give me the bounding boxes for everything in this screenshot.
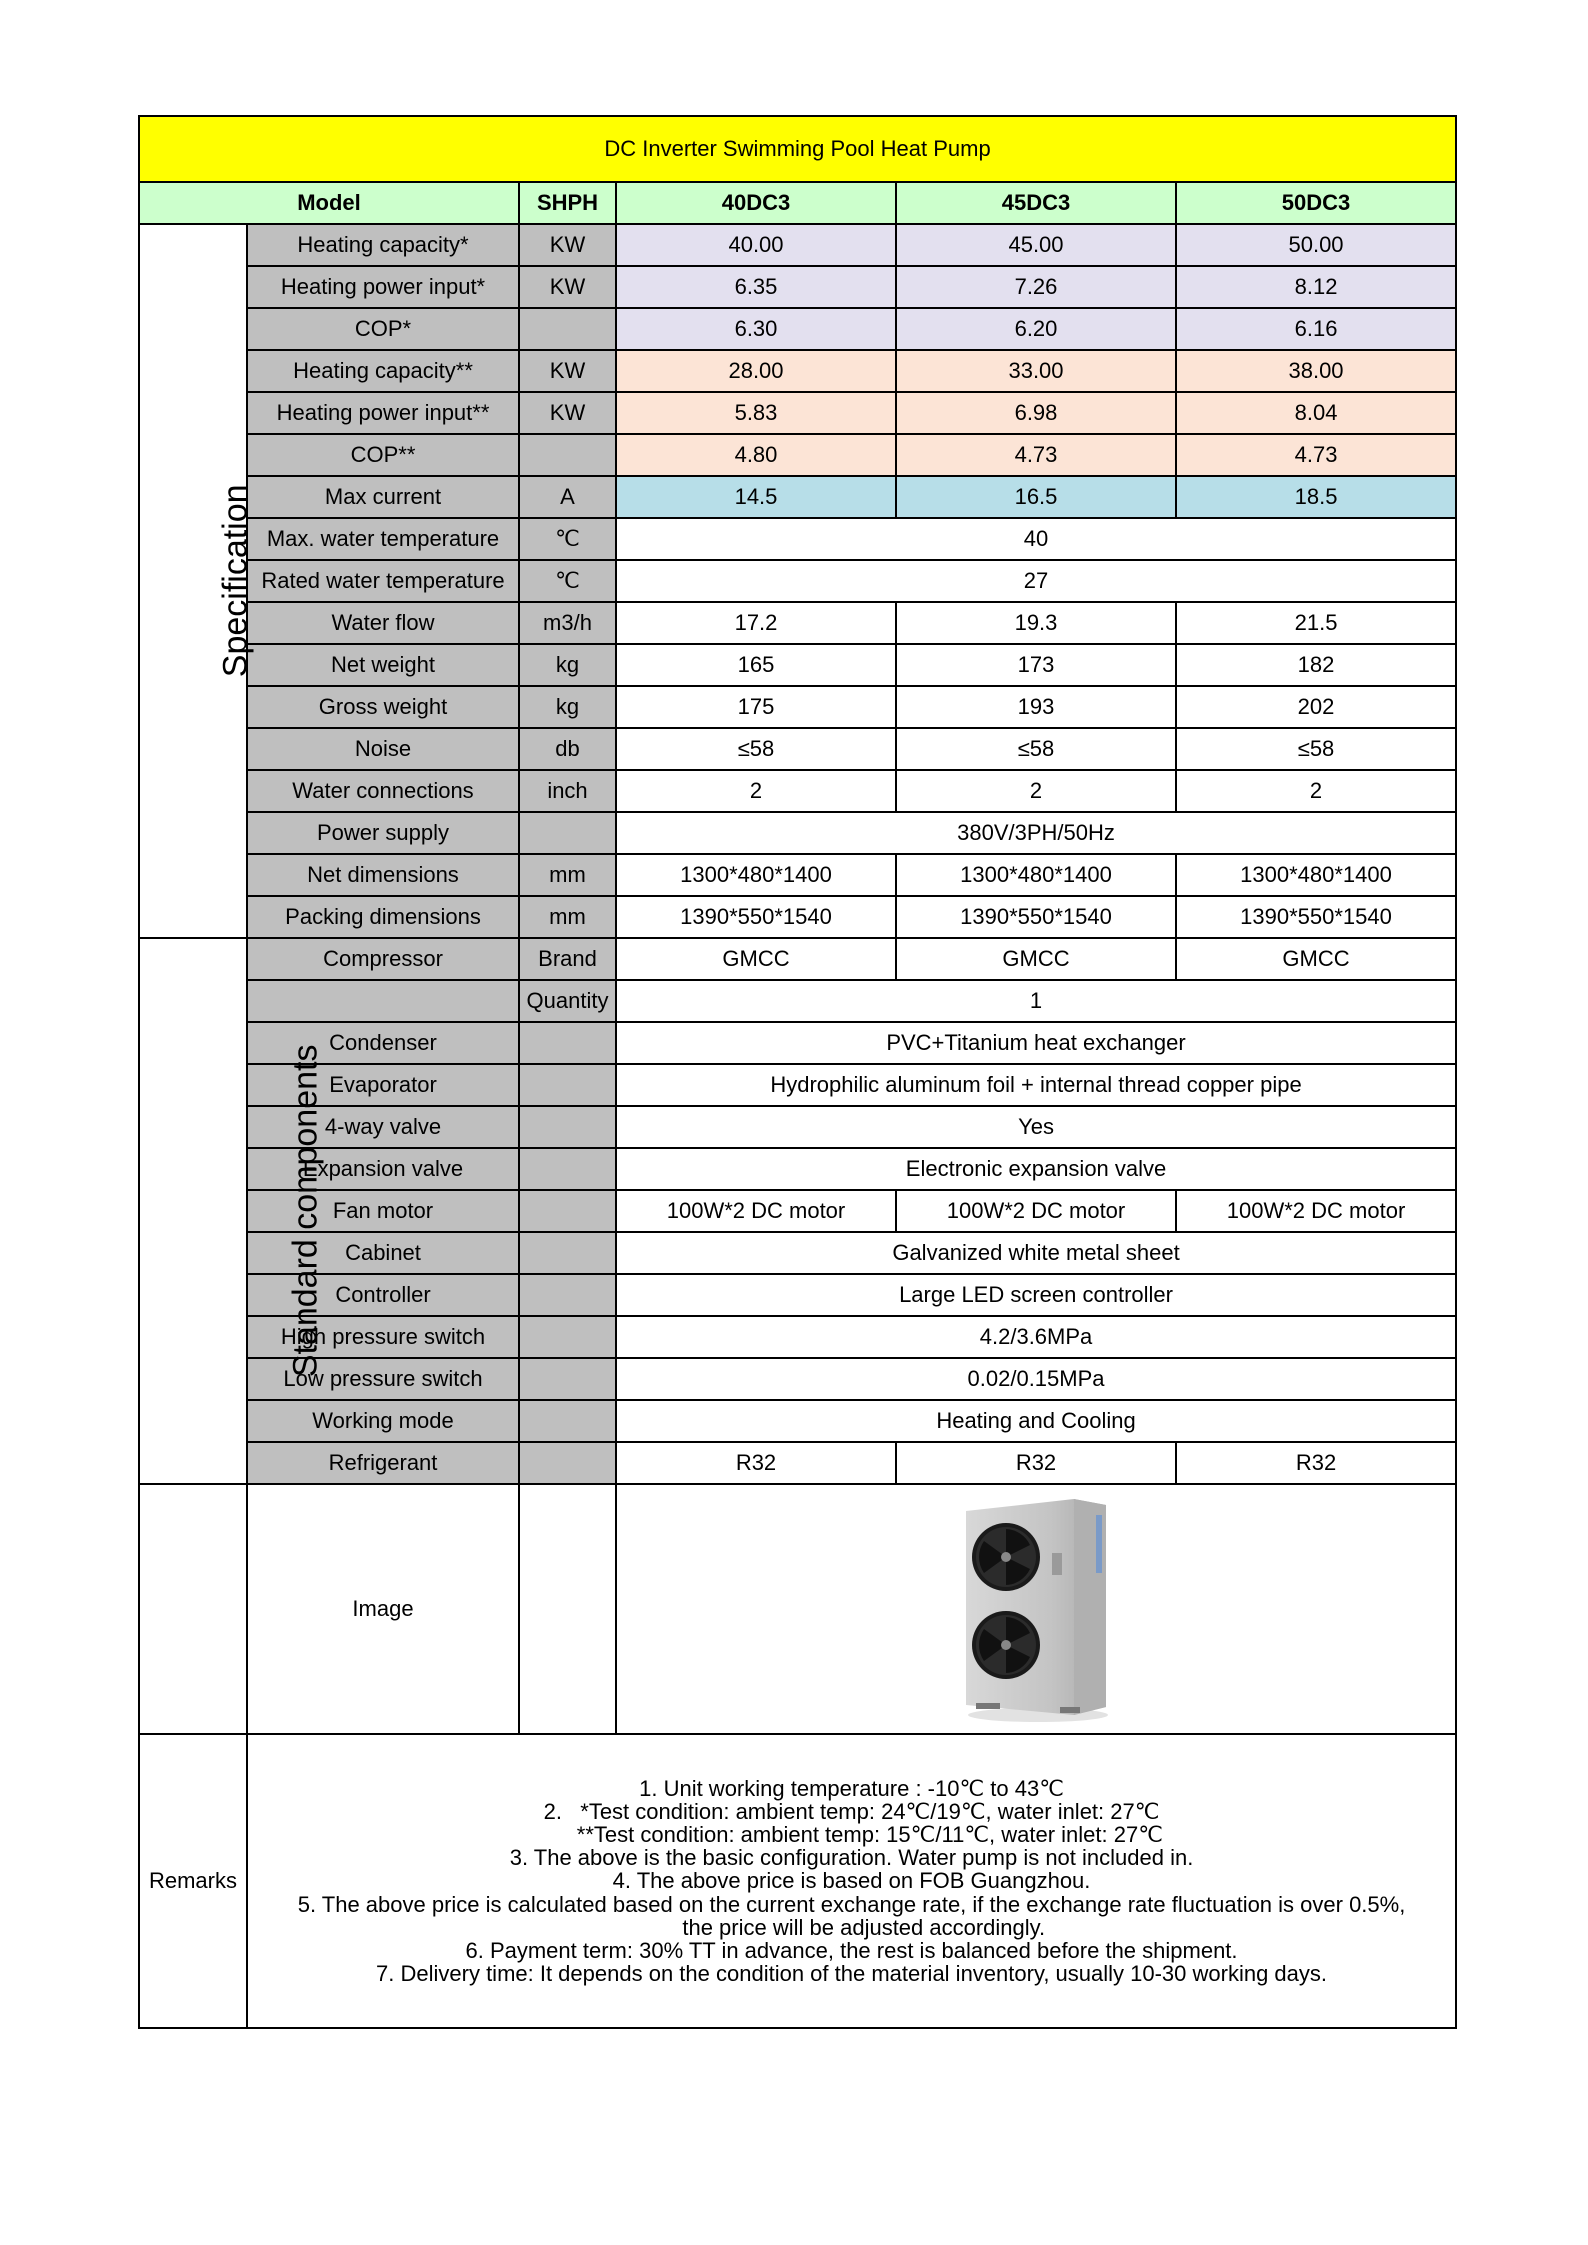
merged-value-cell: PVC+Titanium heat exchanger (616, 1022, 1456, 1064)
table-row (139, 518, 1456, 560)
row-label: Heating capacity** (247, 350, 519, 392)
table-row (139, 1358, 1456, 1400)
row-unit: mm (519, 896, 616, 938)
spec-sheet (138, 115, 1456, 2029)
image-cell (616, 1484, 1456, 1734)
value-cell: 6.20 (896, 308, 1176, 350)
row-label: Working mode (247, 1400, 519, 1442)
merged-value-cell: Heating and Cooling (616, 1400, 1456, 1442)
row-unit: Quantity (519, 980, 616, 1022)
value-cell: 1390*550*1540 (616, 896, 896, 938)
row-label: Water flow (247, 602, 519, 644)
table-row (139, 980, 1456, 1022)
table-row (139, 1022, 1456, 1064)
section-label: Standard components (286, 1044, 325, 1378)
value-cell: 100W*2 DC motor (896, 1190, 1176, 1232)
row-unit (519, 1148, 616, 1190)
row-label: Fan motor (247, 1190, 519, 1232)
row-label: Water connections (247, 770, 519, 812)
value-cell: R32 (896, 1442, 1176, 1484)
row-label: Low pressure switch (247, 1358, 519, 1400)
value-cell: GMCC (896, 938, 1176, 980)
table-row (139, 896, 1456, 938)
remark-line: 1. Unit working temperature : -10℃ to 43℃ (639, 1776, 1064, 1802)
value-cell: 5.83 (616, 392, 896, 434)
table-row (139, 644, 1456, 686)
row-label: 4-way valve (247, 1106, 519, 1148)
value-cell: 45.00 (896, 224, 1176, 266)
row-label: Refrigerant (247, 1442, 519, 1484)
table-row (139, 1400, 1456, 1442)
row-unit: ℃ (519, 560, 616, 602)
table-row (139, 266, 1456, 308)
value-cell: 2 (1176, 770, 1456, 812)
row-label: Heating power input* (247, 266, 519, 308)
value-cell: 4.73 (1176, 434, 1456, 476)
row-label: Noise (247, 728, 519, 770)
value-cell: 6.98 (896, 392, 1176, 434)
value-cell: 8.04 (1176, 392, 1456, 434)
table-row (139, 1232, 1456, 1274)
row-unit (519, 1400, 616, 1442)
remarks-label: Remarks (139, 1734, 247, 2028)
row-label: Packing dimensions (247, 896, 519, 938)
unit-header: SHPH (519, 182, 616, 224)
row-label: Rated water temperature (247, 560, 519, 602)
value-cell: R32 (616, 1442, 896, 1484)
remark-line: 5. The above price is calculated based on the current exchange rate, if the exchange rate fluctuation is over 0.5%, (297, 1891, 1406, 1917)
remark-line: 6. Payment term: 30% TT in advance, the rest is balanced before the shipment. (465, 1937, 1238, 1963)
row-label: COP** (247, 434, 519, 476)
row-unit: mm (519, 854, 616, 896)
table-row (139, 350, 1456, 392)
row-unit: ℃ (519, 518, 616, 560)
table-row (139, 1064, 1456, 1106)
merged-value-cell: 1 (616, 980, 1456, 1022)
row-unit: m3/h (519, 602, 616, 644)
row-label: Power supply (247, 812, 519, 854)
value-cell: 4.73 (896, 434, 1176, 476)
value-cell: 6.30 (616, 308, 896, 350)
table-row (139, 1106, 1456, 1148)
model-column-header: 50DC3 (1176, 182, 1456, 224)
row-unit (519, 1316, 616, 1358)
value-cell: 1300*480*1400 (1176, 854, 1456, 896)
row-label: Heating power input** (247, 392, 519, 434)
row-unit: A (519, 476, 616, 518)
row-unit (519, 308, 616, 350)
value-cell: 2 (896, 770, 1176, 812)
row-label: Net weight (247, 644, 519, 686)
row-unit (519, 812, 616, 854)
row-unit (519, 1232, 616, 1274)
table-row (139, 728, 1456, 770)
value-cell: 50.00 (1176, 224, 1456, 266)
row-unit: inch (519, 770, 616, 812)
row-unit: KW (519, 350, 616, 392)
image-unit-cell (519, 1484, 616, 1734)
value-cell: 1300*480*1400 (616, 854, 896, 896)
value-cell: 6.35 (616, 266, 896, 308)
merged-value-cell: 0.02/0.15MPa (616, 1358, 1456, 1400)
model-header: Model (139, 182, 519, 224)
table-row (139, 1190, 1456, 1232)
row-unit: KW (519, 224, 616, 266)
table-row (139, 602, 1456, 644)
row-unit (519, 1274, 616, 1316)
row-unit (519, 1064, 616, 1106)
row-label: Condenser (247, 1022, 519, 1064)
table-row (139, 1316, 1456, 1358)
value-cell: GMCC (616, 938, 896, 980)
value-cell: 1300*480*1400 (896, 854, 1176, 896)
value-cell: 202 (1176, 686, 1456, 728)
row-label: Net dimensions (247, 854, 519, 896)
row-label: COP* (247, 308, 519, 350)
merged-value-cell: Large LED screen controller (616, 1274, 1456, 1316)
row-unit (519, 1106, 616, 1148)
merged-value-cell: Hydrophilic aluminum foil + internal thread copper pipe (616, 1064, 1456, 1106)
row-unit: Brand (519, 938, 616, 980)
row-unit: KW (519, 266, 616, 308)
table-row (139, 308, 1456, 350)
remark-line: 2. *Test condition: ambient temp: 24℃/19℃, water inlet: 27℃ (543, 1799, 1160, 1825)
table-title: DC Inverter Swimming Pool Heat Pump (139, 116, 1456, 182)
remark-line: 4. The above price is based on FOB Guangzhou. (612, 1868, 1091, 1894)
value-cell: 16.5 (896, 476, 1176, 518)
remarks-row (139, 1734, 1456, 2028)
value-cell: 6.16 (1176, 308, 1456, 350)
value-cell: 165 (616, 644, 896, 686)
row-label: Heating capacity* (247, 224, 519, 266)
spec-table (138, 115, 1457, 2029)
row-unit (519, 1358, 616, 1400)
image-row-section (139, 1484, 247, 1734)
row-label: Controller (247, 1274, 519, 1316)
value-cell: 17.2 (616, 602, 896, 644)
row-unit: kg (519, 686, 616, 728)
value-cell: 182 (1176, 644, 1456, 686)
row-label (247, 980, 519, 1022)
model-column-header: 45DC3 (896, 182, 1176, 224)
value-cell: 7.26 (896, 266, 1176, 308)
image-label: Image (247, 1484, 519, 1734)
value-cell: 33.00 (896, 350, 1176, 392)
image-row (139, 1484, 1456, 1734)
section-specification (139, 224, 255, 938)
table-row (139, 1274, 1456, 1316)
value-cell: 100W*2 DC motor (1176, 1190, 1456, 1232)
row-label: Compressor (247, 938, 519, 980)
value-cell: 173 (896, 644, 1176, 686)
row-unit (519, 434, 616, 476)
value-cell: 38.00 (1176, 350, 1456, 392)
value-cell: 19.3 (896, 602, 1176, 644)
value-cell: 4.80 (616, 434, 896, 476)
value-cell: 14.5 (616, 476, 896, 518)
table-row (139, 560, 1456, 602)
table-row (139, 938, 1456, 980)
merged-value-cell: 380V/3PH/50Hz (616, 812, 1456, 854)
value-cell: 1390*550*1540 (896, 896, 1176, 938)
row-unit: db (519, 728, 616, 770)
table-row (139, 1148, 1456, 1190)
section-standard-components (139, 938, 325, 1484)
heat-pump-unit-icon (956, 1493, 1116, 1725)
row-label: Max. water temperature (247, 518, 519, 560)
value-cell: ≤58 (896, 728, 1176, 770)
section-label: Specification (216, 484, 255, 678)
row-unit (519, 1442, 616, 1484)
row-label: Max current (247, 476, 519, 518)
merged-value-cell: Galvanized white metal sheet (616, 1232, 1456, 1274)
row-unit: KW (519, 392, 616, 434)
value-cell: 28.00 (616, 350, 896, 392)
row-unit: kg (519, 644, 616, 686)
remark-line: **Test condition: ambient temp: 15℃/11℃, water inlet: 27℃ (540, 1822, 1163, 1848)
merged-value-cell: 40 (616, 518, 1456, 560)
value-cell: 8.12 (1176, 266, 1456, 308)
table-row (139, 392, 1456, 434)
table-row (139, 476, 1456, 518)
row-label: Evaporator (247, 1064, 519, 1106)
remarks-text (247, 1734, 1456, 2028)
table-row (139, 224, 1456, 266)
table-row (139, 1442, 1456, 1484)
value-cell: 175 (616, 686, 896, 728)
table-row (139, 434, 1456, 476)
value-cell: 18.5 (1176, 476, 1456, 518)
remark-line: 7. Delivery time: It depends on the condition of the material inventory, usually 10-30 working days. (376, 1960, 1328, 1986)
remark-line: 3. The above is the basic configuration. Water pump is not included in. (509, 1845, 1194, 1871)
row-label: Gross weight (247, 686, 519, 728)
value-cell: 40.00 (616, 224, 896, 266)
row-label: Expansion valve (247, 1148, 519, 1190)
merged-value-cell: 4.2/3.6MPa (616, 1316, 1456, 1358)
value-cell: 1390*550*1540 (1176, 896, 1456, 938)
value-cell: R32 (1176, 1442, 1456, 1484)
merged-value-cell: Yes (616, 1106, 1456, 1148)
merged-value-cell: Electronic expansion valve (616, 1148, 1456, 1190)
table-row (139, 770, 1456, 812)
value-cell: ≤58 (1176, 728, 1456, 770)
value-cell: 100W*2 DC motor (616, 1190, 896, 1232)
model-column-header: 40DC3 (616, 182, 896, 224)
row-label: High pressure switch (247, 1316, 519, 1358)
merged-value-cell: 27 (616, 560, 1456, 602)
row-unit (519, 1022, 616, 1064)
row-unit (519, 1190, 616, 1232)
value-cell: 2 (616, 770, 896, 812)
remark-line: the price will be adjusted accordingly. (657, 1914, 1046, 1940)
value-cell: 193 (896, 686, 1176, 728)
value-cell: 21.5 (1176, 602, 1456, 644)
table-row (139, 686, 1456, 728)
table-row (139, 812, 1456, 854)
table-row (139, 854, 1456, 896)
value-cell: GMCC (1176, 938, 1456, 980)
value-cell: ≤58 (616, 728, 896, 770)
row-label: Cabinet (247, 1232, 519, 1274)
